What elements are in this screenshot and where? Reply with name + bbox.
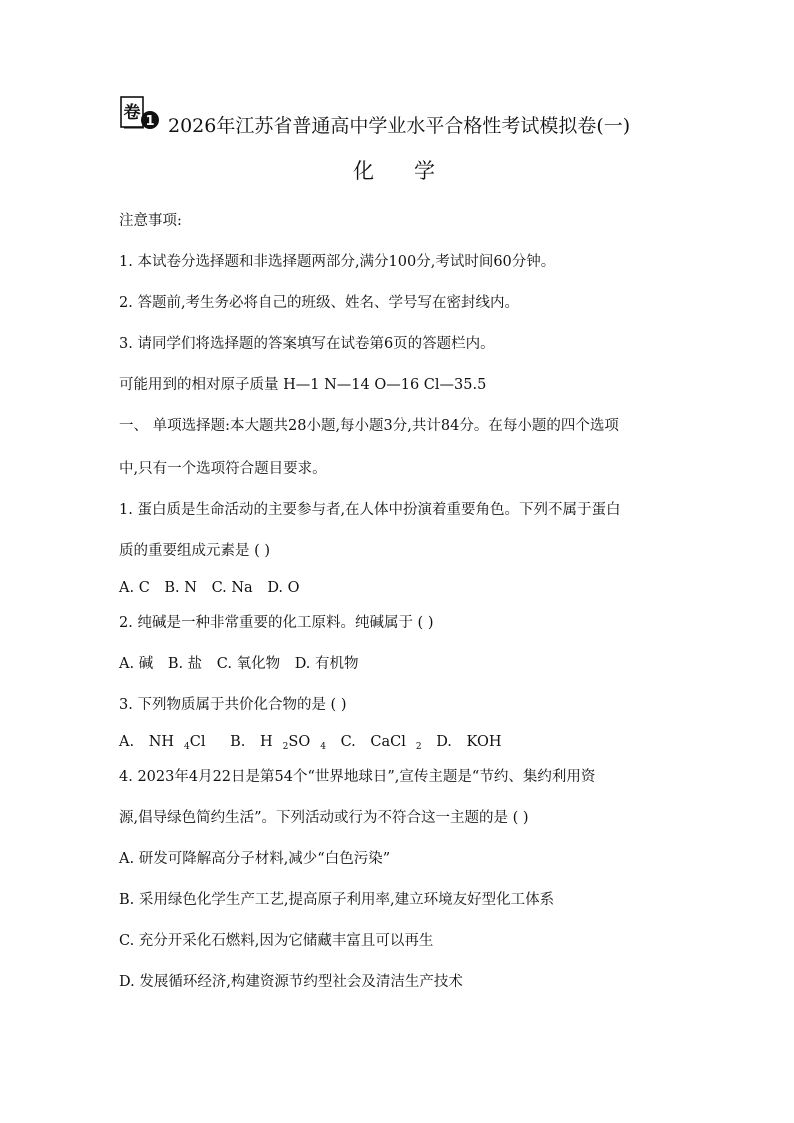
question-3-stem: 3. 下列物质属于共价化合物的是 ( ) (119, 697, 347, 713)
question-4-stem: 4. 2023年4月22日是第54个“世界地球日”,宣传主题是“节约、集约利用资 (119, 769, 596, 785)
q2-option-d[interactable]: D. 有机物 (294, 656, 359, 672)
q3-a-main: NH (148, 734, 175, 750)
q3-option-d[interactable] (436, 732, 501, 752)
q3-option-a[interactable] (119, 732, 216, 752)
q4-option-b[interactable]: B. 采用绿色化学生产工艺,提高原子利用率,建立环境友好型化工体系 (119, 892, 555, 908)
svg-text:卷: 卷 (123, 103, 141, 123)
q3-option-b-label: B. (230, 734, 246, 750)
question-1-stem: 1. 蛋白质是生命活动的主要参与者,在人体中扮演着重要角色。下列不属于蛋白 (119, 502, 621, 518)
notes-heading: 注意事项: (119, 213, 182, 229)
q2-option-c[interactable]: C. 氧化物 (216, 656, 281, 672)
q3-option-a-formula (149, 732, 216, 752)
question-2-stem: 2. 纯碱是一种非常重要的化工原料。纯碱属于 ( ) (119, 615, 434, 631)
q3-c-main: CaCl (370, 734, 406, 750)
note-item-3: 3. 请同学们将选择题的答案填写在试卷第6页的答题栏内。 (119, 336, 495, 352)
section-1-heading-cont: 中,只有一个选项符合题目要求。 (119, 461, 327, 477)
q3-option-a-label: A. (119, 734, 135, 750)
q3-option-d-formula: KOH (466, 734, 502, 750)
q2-option-a[interactable]: A. 碱 (119, 656, 154, 672)
q1-option-a[interactable]: A. C (119, 580, 150, 596)
q3-c-sub: 2 (415, 742, 422, 752)
q1-option-d[interactable]: D. O (267, 580, 300, 596)
q4-option-d[interactable]: D. 发展循环经济,构建资源节约型社会及清洁生产技术 (119, 974, 463, 990)
q3-b-tail: SO (288, 734, 311, 750)
exam-title: 2026年江苏省普通高中学业水平合格性考试模拟卷(一) (168, 115, 631, 137)
note-item-2: 2. 答题前,考生务必将自己的班级、姓名、学号写在密封线内。 (119, 295, 520, 311)
question-2-options (119, 654, 369, 674)
q4-option-c[interactable]: C. 充分开采化石燃料,因为它储藏丰富且可以再生 (119, 933, 434, 949)
question-4-stem-cont: 源,倡导绿色简约生活”。下列活动或行为不符合这一主题的是 ( ) (119, 810, 529, 826)
q2-option-b[interactable]: B. 盐 (167, 656, 203, 672)
note-item-1: 1. 本试卷分选择题和非选择题两部分,满分100分,考试时间60分钟。 (119, 254, 556, 270)
svg-text:1: 1 (145, 114, 155, 129)
q3-a-sub: 4 (184, 742, 190, 752)
q3-option-c[interactable] (341, 732, 422, 752)
q3-a-tail: Cl (189, 734, 206, 750)
q3-option-b[interactable] (230, 732, 326, 752)
atomic-masses: 可能用到的相对原子质量 H—1 N—14 O—16 Cl—35.5 (119, 377, 487, 393)
question-1-stem-cont: 质的重要组成元素是 ( ) (119, 543, 271, 559)
subject-title: 化学 (353, 159, 475, 183)
q3-b-main: H (260, 734, 273, 750)
q3-b-sub: 2 (282, 742, 289, 752)
q4-option-a[interactable]: A. 研发可降解高分子材料,减少“白色污染” (119, 851, 391, 867)
q1-option-b[interactable]: B. N (164, 580, 197, 596)
q1-option-c[interactable]: C. Na (211, 580, 253, 596)
q3-option-b-formula (260, 732, 326, 752)
question-3-options (119, 732, 512, 752)
q3-option-d-label: D. (436, 734, 452, 750)
paper-badge-icon (120, 96, 160, 132)
section-1-heading: 一、 单项选择题:本大题共28小题,每小题3分,共计84分。在每小题的四个选项 (119, 418, 619, 434)
q3-b-sub2: 4 (320, 742, 326, 752)
q3-option-c-label: C. (340, 734, 356, 750)
q3-option-c-formula (370, 732, 421, 752)
question-1-options (119, 578, 310, 598)
